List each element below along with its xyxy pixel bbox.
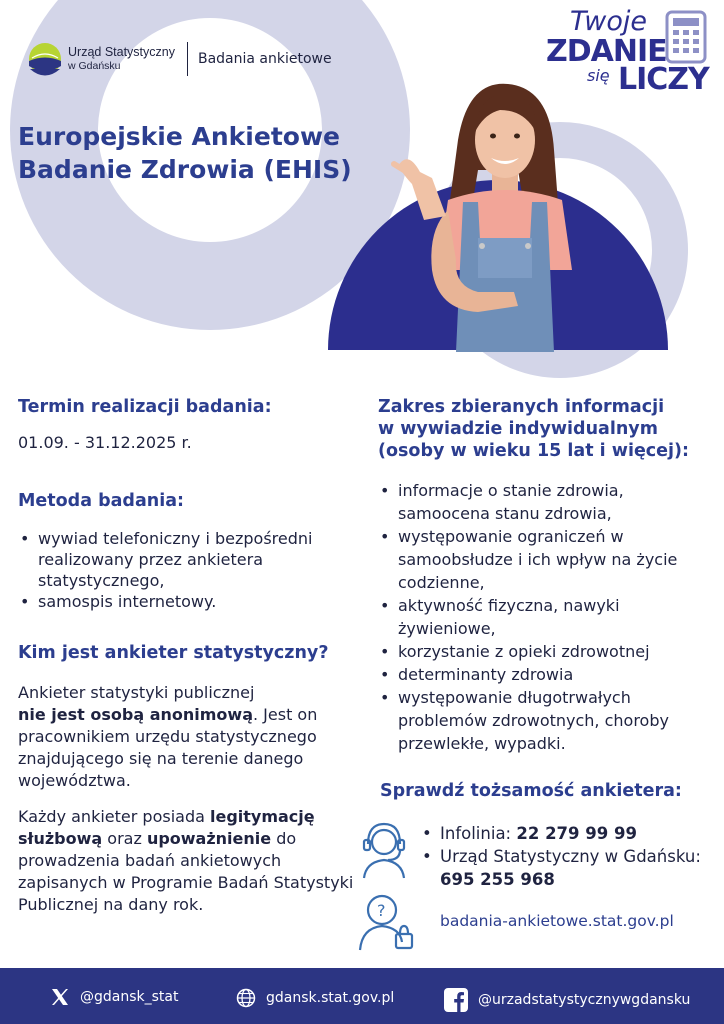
institution-logo[interactable] <box>28 36 332 82</box>
logo-divider <box>187 42 188 76</box>
scope-item-4: • korzystanie z opieki zdrowotnej <box>378 640 718 663</box>
scope-heading-line-1: Zakres zbieranych informacji <box>378 397 665 417</box>
scope-list <box>378 479 718 755</box>
interviewer-p2-text-e: do prowadzenia badań ankietowych zapisanych w Programie Badań Statystyki Publicznej na dany rok. <box>18 829 354 914</box>
footer-website-link[interactable] <box>236 988 394 1008</box>
term-heading: Termin realizacji badania: <box>18 397 272 417</box>
logo-mark-icon <box>28 36 62 82</box>
slogan-word-3: się <box>587 66 610 85</box>
interviewer-p1-text-c: . Jest on pracownikiem urzędu statystycznego znajdującego się na terenie danego województwa. <box>18 705 318 790</box>
footer-facebook: @urzadstatystycznywgdansku <box>478 992 691 1008</box>
scope-section <box>378 396 718 755</box>
scope-item-2: • występowanie ograniczeń w samoobsłudze i ich wpływ na życie codzienne, <box>378 525 718 594</box>
method-item-1: • wywiad telefoniczny i bezpośredni realizowany przez ankietera statystycznego, <box>18 528 358 591</box>
verify-icons <box>356 818 416 952</box>
footer-bar <box>0 968 724 1024</box>
slogan-word-4: LICZY <box>618 62 709 97</box>
scope-item-5: • determinanty zdrowia <box>378 663 718 686</box>
scope-item-6: • występowanie długotrwałych problemów zdrowotnych, choroby przewlekłe, wypadki. <box>378 686 718 755</box>
method-item-2: • samospis internetowy. <box>18 591 358 612</box>
office-item[interactable] <box>420 845 720 891</box>
calculator-tablet-icon <box>665 10 707 64</box>
identity-question-icon <box>360 896 412 950</box>
scope-item-3: • aktywność fizyczna, nawyki żywieniowe, <box>378 594 718 640</box>
facebook-icon <box>444 988 468 1012</box>
interviewer-p2-bold-auth: upoważnienie <box>146 829 272 848</box>
page-title <box>18 120 352 186</box>
interviewer-p1-bold: nie jest osobą anonimową <box>18 705 253 724</box>
office-label: Urząd Statystyczny w Gdańsku: <box>440 847 701 866</box>
interviewer-p2-text-a: Każdy ankieter posiada <box>18 807 210 826</box>
interviewer-paragraph-2 <box>18 806 358 916</box>
scope-heading-line-2: w wywiadzie indywidualnym <box>378 419 658 439</box>
hotline-headset-icon <box>364 824 404 878</box>
scope-heading-line-3: (osoby w wieku 15 lat i więcej): <box>378 441 690 461</box>
hotline-label: Infolinia: <box>440 824 517 843</box>
globe-icon <box>236 988 256 1008</box>
hotline-number[interactable]: 22 279 99 99 <box>516 824 637 843</box>
scope-heading <box>378 396 718 462</box>
org-name-line2: w Gdańsku <box>68 60 121 72</box>
hotline-item[interactable] <box>420 822 720 845</box>
title-line-1: Europejskie Ankietowe <box>18 122 341 151</box>
hero-woman-illustration <box>328 80 668 352</box>
survey-website-link[interactable]: badania-ankietowe.stat.gov.pl <box>440 912 674 930</box>
title-line-2: Badanie Zdrowia (EHIS) <box>18 155 352 184</box>
unit-name: Badania ankietowe <box>197 51 332 67</box>
footer-facebook-link[interactable] <box>444 988 690 1012</box>
slogan-word-2: ZDANIE <box>546 34 667 69</box>
interviewer-heading: Kim jest ankieter statystyczny? <box>18 643 329 663</box>
logo-text <box>68 45 175 73</box>
svg-text:?: ? <box>377 901 386 920</box>
term-section <box>18 396 358 454</box>
method-heading: Metoda badania: <box>18 491 185 511</box>
office-number[interactable]: 695 255 968 <box>440 870 555 889</box>
footer-x-handle: @gdansk_stat <box>80 989 179 1005</box>
scope-item-1: • informacje o stanie zdrowia, samoocena stanu zdrowia, <box>378 479 718 525</box>
verify-heading: Sprawdź tożsamość ankietera: <box>380 781 682 801</box>
interviewer-p2-bold-id: legitymację służbową <box>18 807 315 848</box>
org-name-line1: Urząd Statystyczny <box>68 45 175 59</box>
footer-x-link[interactable] <box>50 988 178 1006</box>
x-logo-icon <box>50 988 70 1006</box>
interviewer-p2-text-c: oraz <box>102 829 147 848</box>
verify-section <box>380 780 720 802</box>
verify-contact-list <box>420 822 720 891</box>
footer-website: gdansk.stat.gov.pl <box>266 990 395 1006</box>
method-list <box>18 528 358 612</box>
slogan-word-1: Twoje <box>570 6 648 37</box>
interviewer-section <box>18 642 358 916</box>
method-section <box>18 490 358 612</box>
term-dates: 01.09. - 31.12.2025 r. <box>18 433 192 452</box>
interviewer-paragraph-1 <box>18 682 358 792</box>
interviewer-p1-text-a: Ankieter statystyki publicznej <box>18 683 255 702</box>
